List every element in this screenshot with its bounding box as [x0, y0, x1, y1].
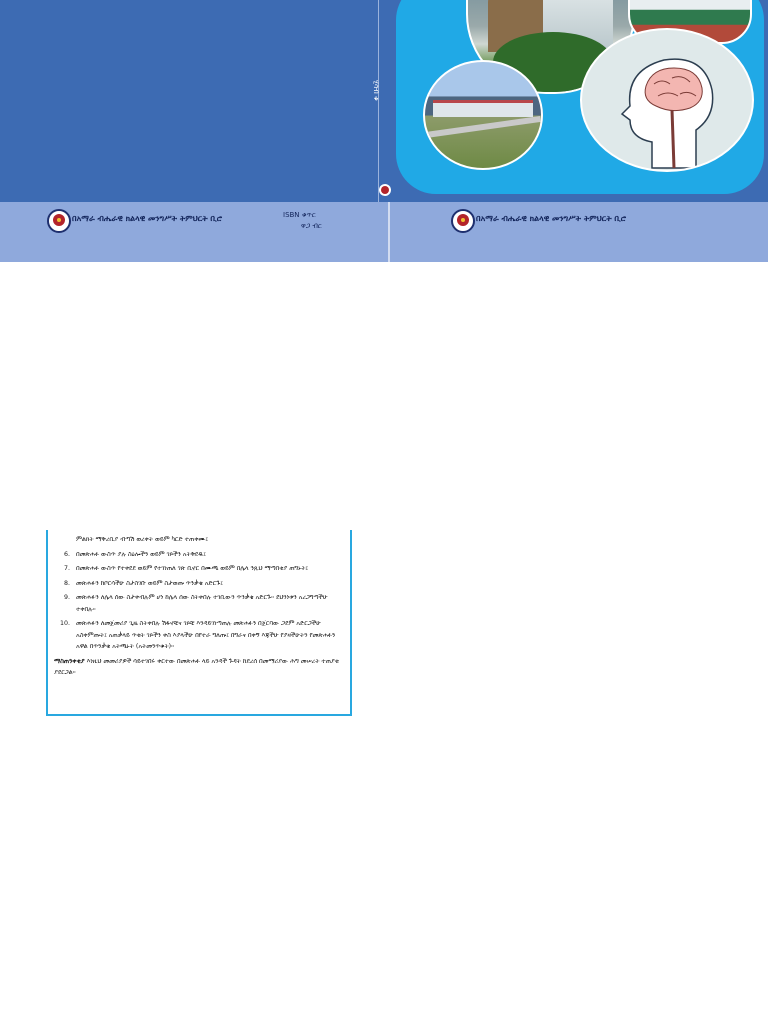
rule-text: መጽሐፉን ለሌላ ሰው ስታቀብሉም ሆነ ከሌላ ሰው ስትቀበሉ ተገቢውን ጥንቃቄ አድርጉ። ደህንነቱን አረጋግጣችሁ ተቀበሉ። [76, 594, 328, 613]
bureau-name-front: በአማራ ብሔራዊ ክልላዊ መንግሥት ትምህርት ቢሮ [476, 214, 626, 223]
rule-item: 9. መጽሐፉን ለሌላ ሰው ስታቀብሉም ሆነ ከሌላ ሰው ስትቀበሉ ተገቢውን ጥንቃቄ አድርጉ። ደህንነቱን አረጋግጣችሁ ተቀበሉ። [54, 592, 342, 615]
bureau-emblem-icon [47, 209, 71, 233]
spine-emblem-icon [379, 184, 391, 196]
factory-image [423, 60, 543, 170]
spine [378, 0, 394, 202]
rule-item: 10. መጽሐፉን ለመጀመሪያ ጊዜ ስትቀበሉ ሽፋኖቹና ገጾቹ እንዳይገነጣጠሉ መጽሐፉን በጀርባው ጋደም አድርጋችሁ አስቀምጡት፤ አጠቃላይ ጥቂት ገጾችን ቀስ እያላችሁ በየተራ ግለጡ፤ በግራና በቀኝ እጃችሁ የያዛችሁትን የመጽሐፉን አዋል በጥንቃቄ አትጫኑት (አትመንጥቁት)። [54, 618, 342, 653]
isbn-label: ISBN ቁጥር [283, 211, 316, 219]
head-brain-icon [612, 50, 722, 170]
price-label: ዋጋ ብር [301, 222, 322, 230]
rule-text: መጽሐፉን ለመጀመሪያ ጊዜ ስትቀበሉ ሽፋኖቹና ገጾቹ እንዳይገነጣጠሉ መጽሐፉን በጀርባው ጋደም አድርጋችሁ አስቀምጡት፤ አጠቃላይ ጥቂት ገጾችን ቀስ እያላችሁ በየተራ ግለጡ፤ በግራና በቀኝ እጃችሁ የያዛችሁትን የመጽሐፉን አዋል በጥንቃቄ አትጫኑት (አትመንጥቁት)። [76, 620, 336, 650]
book-cover-spread [0, 0, 768, 262]
rule-item: 6. በመጽሐፉ ውስጥ ያሉ ስዕሎችን ወይም ገጾችን አትቅደዱ፤ [54, 549, 342, 561]
rule-text: በመጽሐፉ ውስጥ ያሉ ስዕሎችን ወይም ገጾችን አትቅደዱ፤ [76, 550, 206, 558]
rule-item: 8. መጽሐፉን ከቦርሳችሁ ስታስገቡ ወይም ስታወጡ ጥንቃቄ አድርጉ፤ [54, 578, 342, 590]
band-divider [388, 202, 390, 262]
publisher-band [0, 202, 768, 262]
back-cover [0, 0, 378, 202]
warning-note [54, 656, 342, 679]
isbn-block [283, 210, 322, 232]
bureau-name-back: በአማራ ብሔራዊ ክልላዊ መንግሥት ትምህርት ቢሮ [72, 214, 222, 223]
brain-image [580, 28, 754, 172]
rule-item: 7. በመጽሐፉ ውስጥ የተቀደደ ወይም የተገነጠለ ገጽ ቢኖር በሙጫ ወይም በሌላ ንጹህ ማጣበቂያ ጠግኑት፤ [54, 563, 342, 575]
spine-title: ሂሳብ ቁ [372, 80, 380, 101]
book-care-rules-box [46, 530, 352, 716]
warning-text: እነዚህ መመሪያዎች ሳይተገበሩ ቀርተው በመጽሐፉ ላይ አንዳች ጉዳት ከደረሰ በመማሪያው ሕግ መሠረት ተጠያቂ ያደርጋል። [54, 657, 339, 676]
warning-label: ማስጠንቀቂያ [54, 657, 85, 665]
rule-text: ምልክት ማቅረቢያ ብጣሽ ወረቀት ወይም ካርድ ተጠቀሙ፤ [76, 536, 208, 543]
rule-item [54, 534, 342, 546]
rule-text: መጽሐፉን ከቦርሳችሁ ስታስገቡ ወይም ስታወጡ ጥንቃቄ አድርጉ፤ [76, 579, 223, 587]
rule-text: በመጽሐፉ ውስጥ የተቀደደ ወይም የተገነጠለ ገጽ ቢኖር በሙጫ ወይም በሌላ ንጹህ ማጣበቂያ ጠግኑት፤ [76, 565, 308, 572]
bureau-emblem-icon [451, 209, 475, 233]
